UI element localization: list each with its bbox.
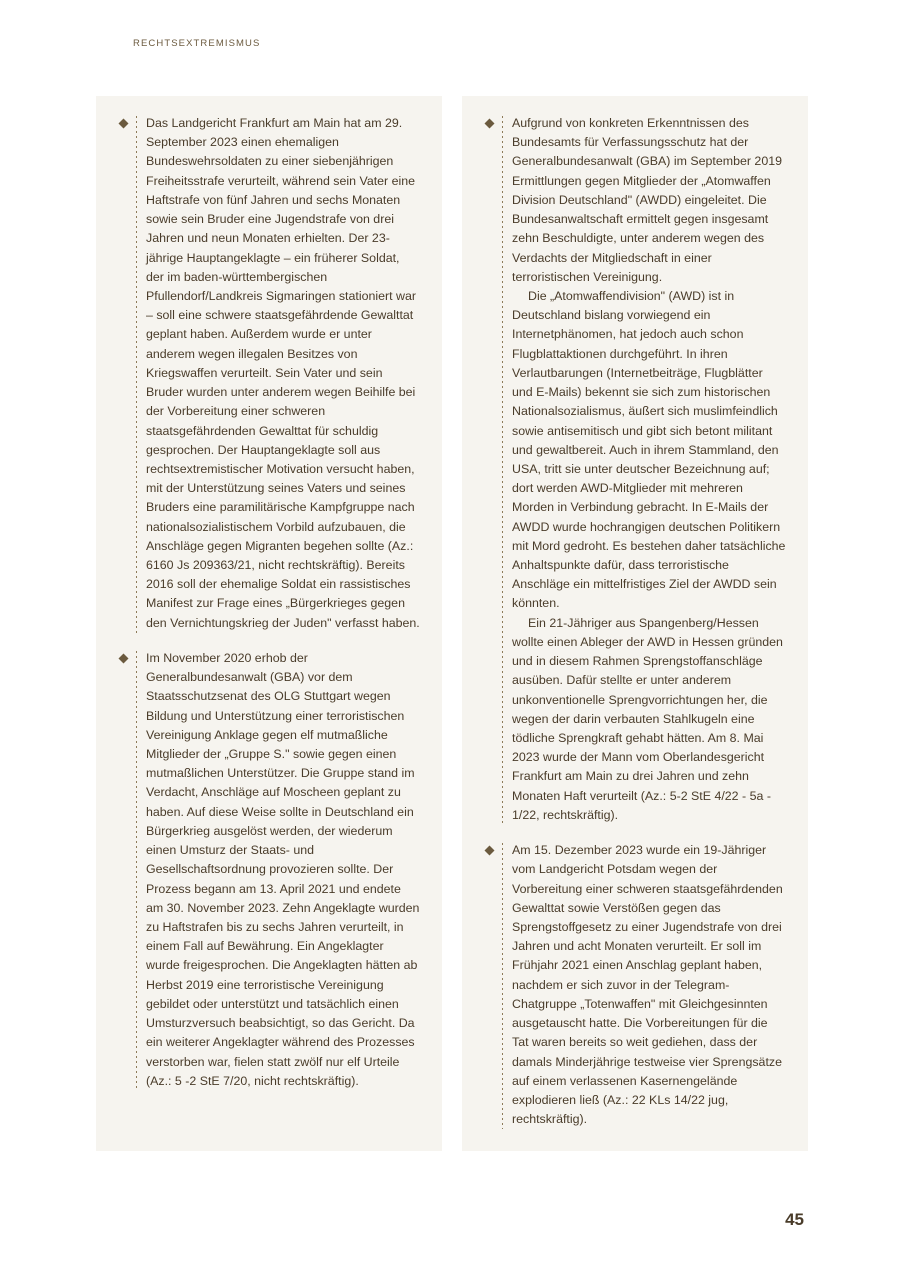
list-item xyxy=(118,114,420,633)
column-right xyxy=(462,96,808,1151)
paragraph: Das Landgericht Frankfurt am Main hat am 29. September 2023 einen ehemaligen Bundeswehrsoldaten zu einer siebenjährigen Freiheitsstrafe verurteilt, während sein Vater eine Haftstrafe von fünf Jahren und sechs Monaten sowie sein Bruder eine Jugendstrafe von drei Jahren und neun Monaten erhielten. Der 23-jährige Hauptangeklagte – ein früherer Soldat, der im baden-württembergischen Pfullendorf/Landkreis Sigmaringen stationiert war – soll eine schwere staatsgefährdende Gewalttat geplant haben. Außerdem wurde er unter anderem wegen illegalen Besitzes von Kriegswaffen verurteilt. Sein Vater und sein Bruder wurden unter anderem wegen Beihilfe bei der Vorbereitung einer schweren staatsgefährdenden Gewalttat für schuldig gesprochen. Der Hauptangeklagte soll aus rechtsextremistischer Motivation versucht haben, mit der Unterstützung seines Vaters und seines Bruders eine paramilitärische Kampfgruppe nach nationalsozialistischem Vorbild aufzubauen, die Anschläge gegen Migranten begehen sollte (Az.: 6160 Js 209363/21, nicht rechtskräftig). Bereits 2016 soll der ehemalige Soldat ein rassistisches Manifest zur Frage eines „Bürgerkrieges gegen den Vernichtungskrieg der Juden" verfasst haben. xyxy=(146,116,420,630)
paragraph: Ein 21-Jähriger aus Spangenberg/Hessen wollte einen Ableger der AWD in Hessen gründen und in diesem Rahmen Sprengstoffanschläge ausüben. Dafür stellte er unter anderem unkonventionelle Sprengvorrichtungen her, die wegen der darin verbauten Stahlkugeln eine tödliche Sprengkraft gehabt hätten. Am 8. Mai 2023 wurde der Mann vom Oberlandesgericht Frankfurt am Main zu drei Jahren und zehn Monaten Haft verurteilt (Az.: 5-2 StE 4/22 - 5a - 1/22, rechtskräftig). xyxy=(512,615,783,822)
diamond-bullet-icon xyxy=(118,649,136,664)
paragraph: Die „Atomwaffendivision" (AWD) ist in Deutschland bislang vorwiegend ein Internetphänomen, hat jedoch auch schon Flugblattaktionen durchgeführt. In ihren Verlautbarungen (Internetbeiträge, Flugblätter und E-Mails) bekennt sie sich zum historischen Nationalsozialismus, äußert sich muslimfeindlich sowie antisemitisch und gibt sich betont militant und gewaltbereit. Auch in ihrem Stammland, den USA, tritt sie unter deutscher Bezeichnung auf; dort werden AWD-Mitglieder mit mehreren Morden in Verbindung gebracht. In E-Mails der AWDD wurde hochrangigen deutschen Politikern mit Mord gedroht. Es bestehen daher tatsächliche Anhaltspunkte dafür, dass terroristische Anschläge ein mittelfristiges Ziel der AWDD sein könnten. xyxy=(512,288,786,611)
page-number: 45 xyxy=(785,1210,804,1229)
list-item-body xyxy=(136,649,420,1091)
column-left xyxy=(96,96,442,1151)
paragraph: Am 15. Dezember 2023 wurde ein 19-Jähriger vom Landgericht Potsdam wegen der Vorbereitung einer schweren staatsgefährdenden Gewalttat sowie Verstößen gegen das Sprengstoffgesetz zu einer Jugendstrafe von drei Jahren und acht Monaten verurteilt. Er soll im Frühjahr 2021 einen Anschlag geplant haben, nachdem er sich zuvor in der Telegram-Chatgruppe „Totenwaffen" mit Gleichgesinnten ausgetauscht hatte. Die Vorbereitungen für die Tat waren bereits so weit gediehen, dass der damals Minderjährige testweise vier Sprengsätze auf einem verlassenen Kasernengelände explodieren ließ (Az.: 22 KLs 14/22 jug, rechtskräftig). xyxy=(512,843,783,1127)
two-column-body xyxy=(96,96,808,1151)
running-head: RECHTSEXTREMISMUS xyxy=(133,38,261,49)
diamond-bullet-icon xyxy=(118,114,136,129)
list-item-body xyxy=(502,114,786,825)
list-item xyxy=(484,841,786,1129)
paragraph: Im November 2020 erhob der Generalbundesanwalt (GBA) vor dem Staatsschutzsenat des OLG Stuttgart wegen Bildung und Unterstützung einer terroristischen Vereinigung Anklage gegen elf mutmaßliche Mitglieder der „Gruppe S." sowie gegen einen mutmaßlichen Unterstützer. Die Gruppe stand im Verdacht, Anschläge auf Moscheen geplant zu haben. Auf diese Weise sollte in Deutschland ein Bürgerkrieg ausgelöst werden, der wiederum einen Umsturz der Staats- und Gesellschaftsordnung provozieren sollte. Der Prozess begann am 13. April 2021 und endete am 30. November 2023. Zehn Angeklagte wurden zu Haftstrafen bis zu sechs Jahren verurteilt, in einem Fall auf Bewährung. Ein Angeklagter wurde freigesprochen. Die Angeklagten hätten ab Herbst 2019 eine terroristische Vereinigung gebildet oder unterstützt und tatsächlich einen Umsturzversuch beabsichtigt, so das Gericht. Da ein weiterer Angeklagter während des Prozesses verstorben war, fielen statt zwölf nur elf Urteile (Az.: 5 -2 StE 7/20, nicht rechtskräftig). xyxy=(146,650,420,1088)
paragraph: Aufgrund von konkreten Erkenntnissen des Bundesamts für Verfassungsschutz hat der Generalbundesanwalt (GBA) im September 2019 Ermittlungen gegen Mitglieder der „Atomwaffen Division Deutschland" (AWDD) eingeleitet. Die Bundesanwaltschaft ermittelt gegen insgesamt zehn Beschuldigte, unter anderem wegen des Verdachts der Mitgliedschaft in einer terroristischen Vereinigung. xyxy=(512,116,782,284)
diamond-bullet-icon xyxy=(484,841,502,856)
list-item xyxy=(484,114,786,825)
list-item xyxy=(118,649,420,1091)
diamond-bullet-icon xyxy=(484,114,502,129)
list-item-body xyxy=(136,114,420,633)
list-item-body xyxy=(502,841,786,1129)
